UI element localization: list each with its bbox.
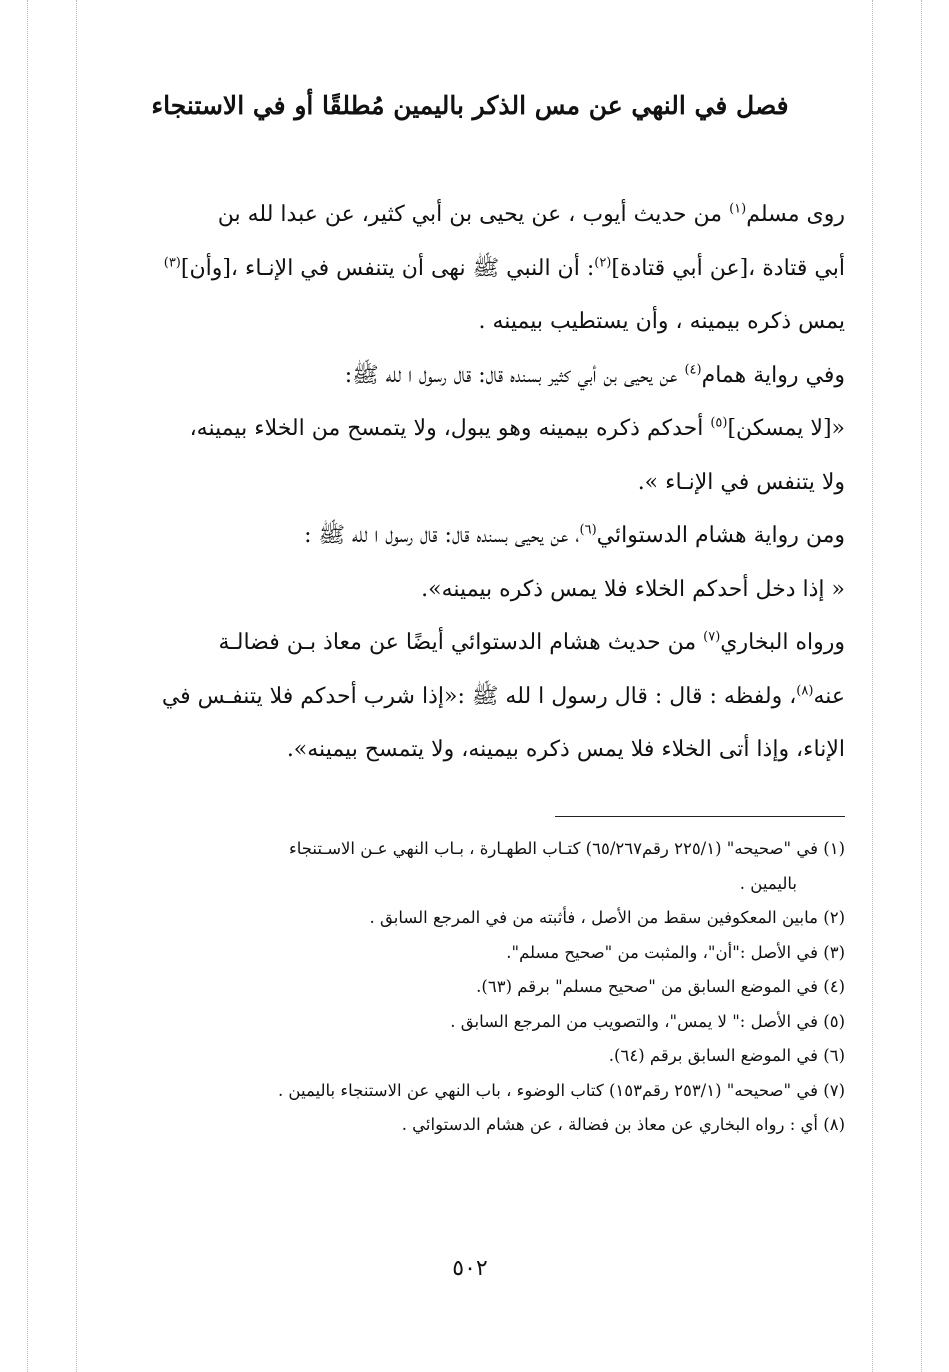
footnote-2: (٢) مابين المعكوفين سقط من الأصل ، فأثبته من في المرجع السابق . <box>369 908 845 927</box>
paragraph <box>95 616 845 777</box>
footnote-ref[interactable]: (٣) <box>163 255 181 271</box>
chapter-title: فصل في النهي عن مس الذكر باليمين مُطلقًا أو في الاستنجاء <box>151 91 789 120</box>
footnote-6: (٦) في الموضع السابق برقم (٦٤). <box>608 1046 845 1065</box>
footnote-ref[interactable]: (٨) <box>796 683 814 699</box>
footnote-7: (٧) في "صحيحه" (٢٥٣/١ رقم١٥٣) كتاب الوضوء ، باب النهي عن الاستنجاء باليمين . <box>277 1080 845 1100</box>
footnote-1: (١) في "صحيحه" (٢٢٥/١ رقم٦٥/٢٦٧) كتـاب الطهـارة ، بـاب النهي عـن الاسـتنجاء <box>288 839 845 858</box>
footnote-3: (٣) في الأصل :"أن"، والمثبت من "صحيح مسلم". <box>506 942 845 962</box>
page-number: ٥٠٢ <box>452 1256 488 1281</box>
footnote-ref[interactable]: (٥) <box>710 415 728 431</box>
paragraph <box>95 509 845 616</box>
margin-guide <box>872 0 873 1372</box>
text-line: يمس ذكره بيمينه ، وأن يستطيب بيمينه . <box>478 309 845 334</box>
text-line: ولا يتنفس في الإنـاء ». <box>637 469 845 495</box>
text-line: روى مسلم$^{(١)}$ من حديث أيوب ، عن يحيى بن أبي كثير، عن عبدا لله بن <box>217 201 845 227</box>
footnote-4: (٤) في الموضع السابق من "صحيح مسلم" برقم (٦٣). <box>476 977 845 996</box>
paragraph <box>95 188 845 349</box>
margin-guide <box>921 0 922 1372</box>
paragraph <box>95 349 845 510</box>
footnote-5: (٥) في الأصل :" لا يمس"، والتصويب من المرجع السابق . <box>450 1011 845 1031</box>
margin-guide <box>76 0 77 1372</box>
text-line: ورواه البخاري$^{(٧)}$ من حديث هشام الدستوائي أيضًا عن معاذ بـن فضالـة <box>218 629 845 655</box>
text-line: وفي رواية همام$^{(٤)}$ عن يحيى بن أبي كثير بسنده قال: قال رسول ا لله ﷺ: <box>344 362 845 388</box>
footnote-ref[interactable]: (٢) <box>594 255 612 271</box>
footnote-ref[interactable]: (٤) <box>684 362 702 378</box>
footnote-separator <box>555 816 845 817</box>
footnote-8: (٨) أي : رواه البخاري عن معاذ بن فضالة ، عن هشام الدستوائي . <box>401 1115 845 1134</box>
footnote-ref[interactable]: (٦) <box>579 522 597 538</box>
footnote-ref[interactable]: (٧) <box>703 629 721 645</box>
footnote-ref[interactable]: (١) <box>729 201 747 217</box>
footnotes <box>95 832 845 1143</box>
footnote-1-continuation: باليمين . <box>739 873 797 893</box>
text-line: «[لا يمسكن]$^{(٥)}$ أحدكم ذكره بيمينه وهو يبول، ولا يتمسح من الخلاء بيمينه، <box>189 415 845 441</box>
text-line: « إذا دخل أحدكم الخلاء فلا يمس ذكره بيمينه». <box>421 576 845 602</box>
text-line: أبي قتادة ،[عن أبي قتادة]$^{(٢)}$: أن النبي ﷺ نهى أن يتنفس في الإنـاء ،[وأن]$^{(٣)}$ <box>163 255 845 281</box>
margin-guide <box>27 0 28 1372</box>
text-line: الإناء، وإذا أتى الخلاء فلا يمس ذكره بيمينه، ولا يتمسح بيمينه». <box>286 737 845 762</box>
text-line: عنه$^{(٨)}$، ولفظه : قال : قال رسول ا لله ﷺ :«إذا شرب أحدكم فلا يتنفـس في <box>161 683 845 709</box>
text-line: ومن رواية هشام الدستوائي$^{(٦)}$، عن يحيى بسنده قال: قال رسول ا لله ﷺ : <box>304 522 845 548</box>
main-text <box>95 188 845 777</box>
page <box>95 0 845 1372</box>
